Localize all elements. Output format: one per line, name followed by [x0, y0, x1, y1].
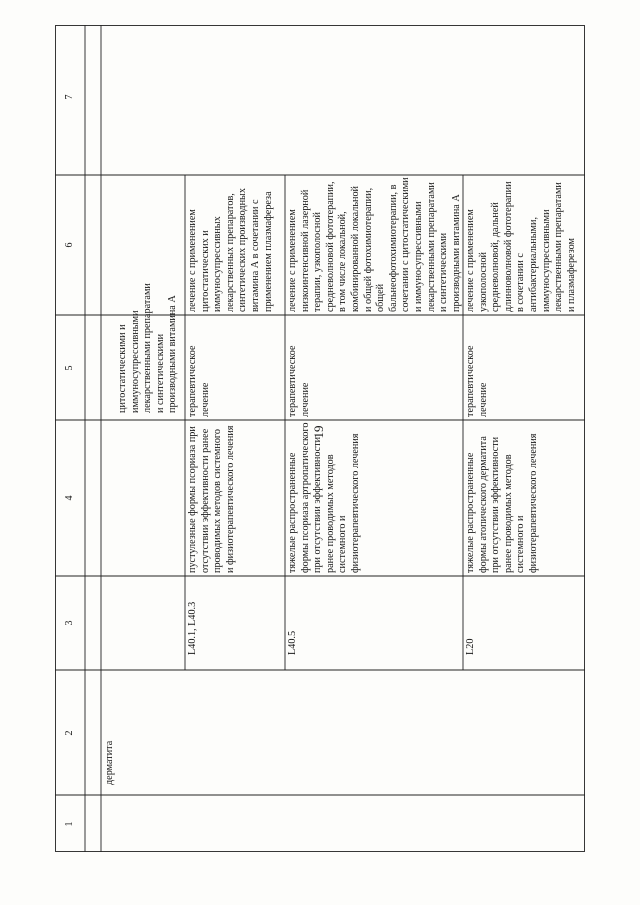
- row-d-col4: тяжелые распространенные формы атопического дерматита при отсутствии эффективности ранее проводимых методов системного и физиотерапевтического лечения: [465, 433, 539, 573]
- row-b-col6: лечение с применением цитостатических и иммуносупрессивных лекарственных препаратов, синтетических производных витамина А в сочетании с применением плазмафереза: [187, 188, 274, 312]
- row-d-code: L20: [465, 638, 476, 655]
- row-b-col4: пустулезные формы псориаза при отсутствии эффективности ранее проводимых методов системного и физиотерапевтического лечения: [187, 425, 236, 573]
- row-c-col4: тяжелые распространенные формы псориаза артропатического при отсутствии эффективности ранее проводимых методов системного и физиотерапевтического лечения: [287, 422, 361, 573]
- row-c-col5: терапевтическое лечение: [287, 345, 311, 417]
- header-col-4: 4: [64, 495, 75, 501]
- page-number: 19: [311, 425, 326, 439]
- header-col-6: 6: [64, 242, 75, 248]
- row-d-col5: терапевтическое лечение: [465, 345, 489, 417]
- header-col-5: 5: [64, 365, 75, 371]
- row-a-col6: цитостатическими и иммуносупрессивными лекарственными препаратами и синтетическими производными витамина А: [117, 283, 179, 413]
- row-b-code: L40.1, L40.3: [187, 601, 198, 655]
- row-b-col5: терапевтическое лечение: [187, 345, 211, 417]
- row-c-code: L40.5: [287, 630, 298, 655]
- header-col-2: 2: [64, 730, 75, 736]
- header-col-3: 3: [64, 620, 75, 626]
- table: [55, 25, 585, 852]
- row-d-col6: лечение с применением узкополосной средневолновой, дальней длинноволновой фототерапии в сочетании с антибактериальными, иммуносупрессивными лекарственными препаратами и плазмаферезом: [465, 181, 577, 312]
- disease-name: дерматита: [104, 740, 115, 785]
- header-col-1: 1: [64, 821, 75, 827]
- header-col-7: 7: [64, 94, 75, 100]
- row-c-col6: лечение с применением низкоинтенсивной лазерной терапии, узкополосной средневолновой фототерапии, в том числе локальной, комбинированной локальной и общей фотохимиотерапии, общей бальнеофотохимиотерапии, в сочетании с цитостатическими и иммуносупрессивными лекарственными препаратами и синтетическими производными витамина А: [287, 177, 462, 312]
